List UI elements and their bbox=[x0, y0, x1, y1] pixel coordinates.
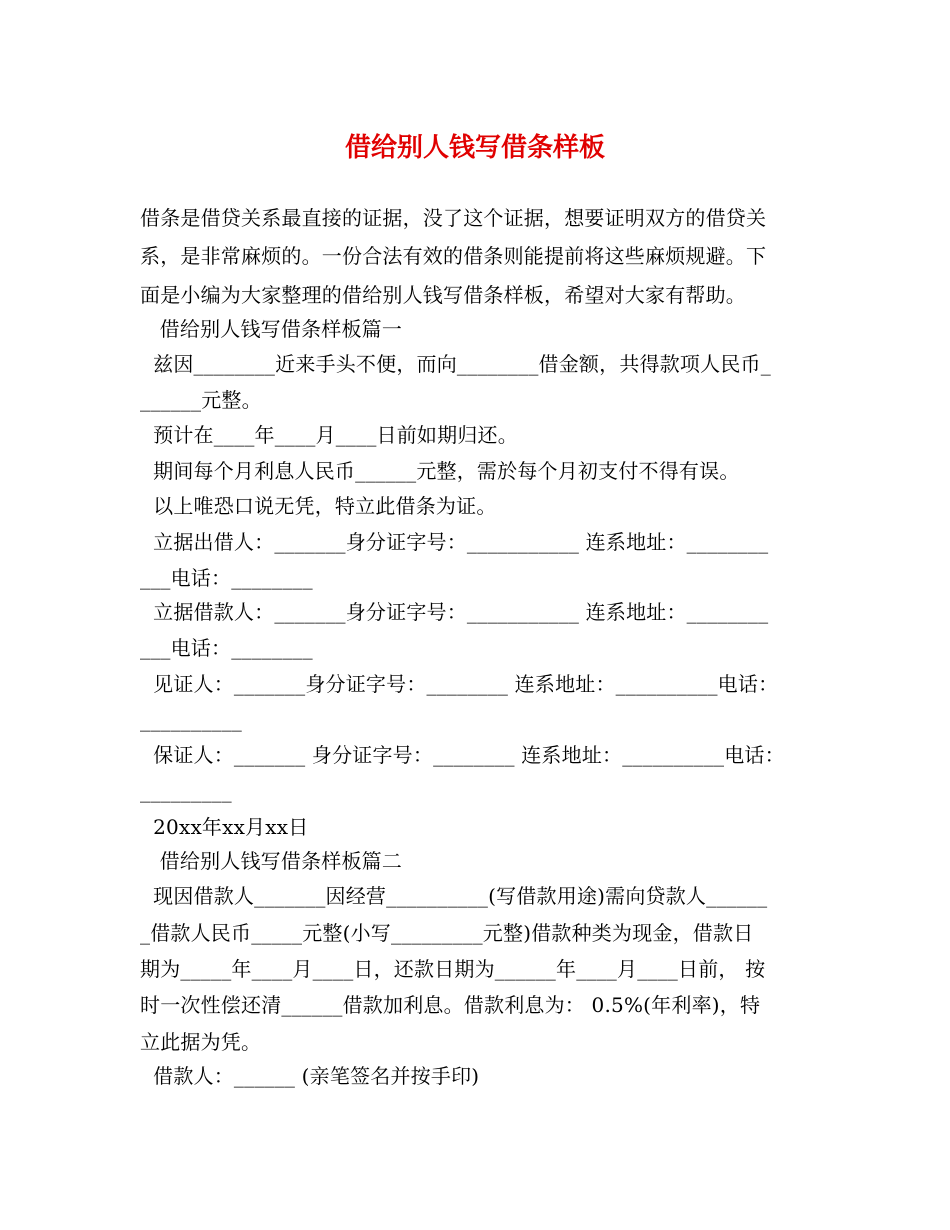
body-line: __________ bbox=[140, 708, 242, 732]
body-line: 以上唯恐口说无凭，特立此借条为证。 bbox=[140, 494, 497, 518]
body-line: 立据出借人：_______身分证字号：___________ 连系地址：________ bbox=[140, 530, 769, 554]
body-line: 期为_____年____月____日，还款日期为______年____月____日前， 按 bbox=[140, 957, 766, 981]
signature-line: 借款人：______ (亲笔签名并按手印) bbox=[140, 1064, 480, 1088]
body-line: 期间每个月利息人民币______元整，需於每个月初支付不得有误。 bbox=[140, 459, 740, 483]
body-line: 立据借款人：_______身分证字号：___________ 连系地址：________ bbox=[140, 600, 769, 624]
body-line: ___电话：________ bbox=[140, 636, 313, 660]
intro-line-2: 系，是非常麻烦的。一份合法有效的借条则能提前将这些麻烦规避。下 bbox=[140, 244, 767, 268]
intro-line-3: 面是小编为大家整理的借给别人钱写借条样板，希望对大家有帮助。 bbox=[140, 283, 746, 307]
section-heading-1: 借给别人钱写借条样板篇一 bbox=[140, 317, 403, 341]
body-line: 兹因________近来手头不便，而向________借金额，共得款项人民币_ bbox=[140, 352, 771, 376]
body-line: 预计在____年____月____日前如期归还。 bbox=[140, 423, 518, 447]
body-line: 立此据为凭。 bbox=[140, 1030, 262, 1054]
body-line: _________ bbox=[140, 779, 232, 803]
date-line: 20xx年xx月xx日 bbox=[140, 815, 309, 839]
body-line: _借款人民币_____元整(小写_________元整)借款种类为现金，借款日 bbox=[140, 921, 754, 945]
body-line: 时一次性偿还清______借款加利息。借款利息为： 0.5%(年利率)，特 bbox=[140, 993, 761, 1017]
body-line: ______元整。 bbox=[140, 388, 262, 412]
section-heading-2: 借给别人钱写借条样板篇二 bbox=[140, 849, 403, 873]
document-title: 借给别人钱写借条样板 bbox=[344, 133, 605, 163]
body-line: 现因借款人_______因经营__________(写借款用途)需向贷款人______ bbox=[140, 884, 768, 908]
body-line: ___电话：________ bbox=[140, 566, 313, 590]
intro-line-1: 借条是借贷关系最直接的证据，没了这个证据，想要证明双方的借贷关 bbox=[140, 206, 767, 230]
body-line: 保证人：_______ 身分证字号：________ 连系地址：__________电话： bbox=[140, 743, 785, 767]
body-line: 见证人：_______身分证字号：________ 连系地址：__________电话： bbox=[140, 672, 779, 696]
